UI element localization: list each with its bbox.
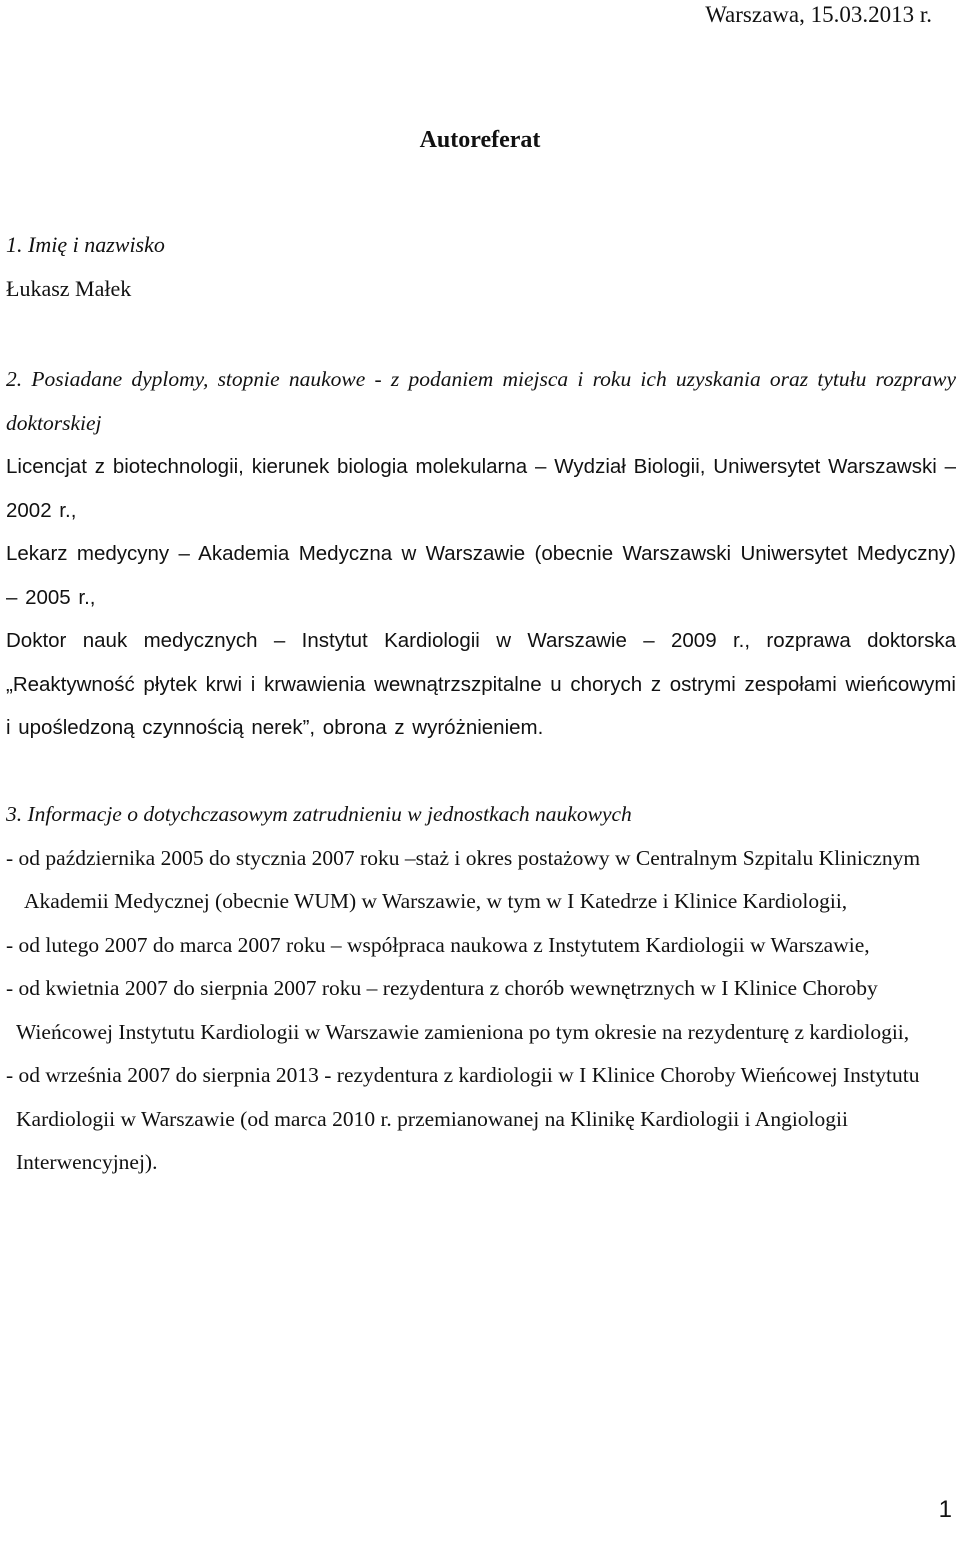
employment-item: - od września 2007 do sierpnia 2013 - rezydentura z kardiologii w I Klinice Choroby Wieńcowej Instytutu Kardiologii w Warszawie (od marca 2010 r. przemianowanej na Klinikę Kardiologii i Angiologii Interwencyjnej).: [6, 1063, 920, 1174]
section-3: [6, 793, 956, 1185]
page-number: 1: [938, 1496, 952, 1523]
diploma-item: Licencjat z biotechnologii, kierunek biologia molekularna – Wydział Biologii, Uniwersytet Warszawski – 2002 r.,: [6, 455, 956, 522]
employment-item: - od października 2005 do stycznia 2007 roku –staż i okres postażowy w Centralnym Szpitalu Klinicznym Akademii Medycznej (obecnie WUM) w Warszawie, w tym w I Katedrze i Klinice Kardiologii,: [6, 845, 921, 913]
document-date: Warszawa, 15.03.2013 r.: [705, 2, 932, 27]
author-name: Łukasz Małek: [6, 276, 132, 301]
section-1-heading: 1. Imię i nazwisko: [6, 232, 165, 257]
diploma-item: Doktor nauk medycznych – Instytut Kardiologii w Warszawie – 2009 r., rozprawa doktorska „Reaktywność płytek krwi i krwawienia wewnątrzszpitalne u chorych z ostrymi zespołami wieńcowymi i upośledzoną czynnością nerek”, obrona z wyróżnieniem.: [6, 629, 956, 739]
document-title: Autoreferat: [419, 127, 541, 153]
section-2: [6, 358, 956, 750]
section-2-heading: 2. Posiadane dyplomy, stopnie naukowe - z podaniem miejsca i roku ich uzyskania oraz tytułu rozprawy doktorskiej: [6, 367, 956, 435]
section-3-heading: 3. Informacje o dotychczasowym zatrudnieniu w jednostkach naukowych: [6, 802, 632, 826]
employment-item: - od kwietnia 2007 do sierpnia 2007 roku – rezydentura z chorób wewnętrznych w I Klinice Choroby Wieńcowej Instytutu Kardiologii w Warszawie zamieniona po tym okresie na rezydenturę z kardiologii,: [6, 976, 910, 1044]
diploma-item: Lekarz medycyny – Akademia Medyczna w Warszawie (obecnie Warszawski Uniwersytet Medyczny) – 2005 r.,: [6, 542, 956, 609]
employment-item: - od lutego 2007 do marca 2007 roku – współpraca naukowa z Instytutem Kardiologii w Warszawie,: [6, 932, 870, 957]
